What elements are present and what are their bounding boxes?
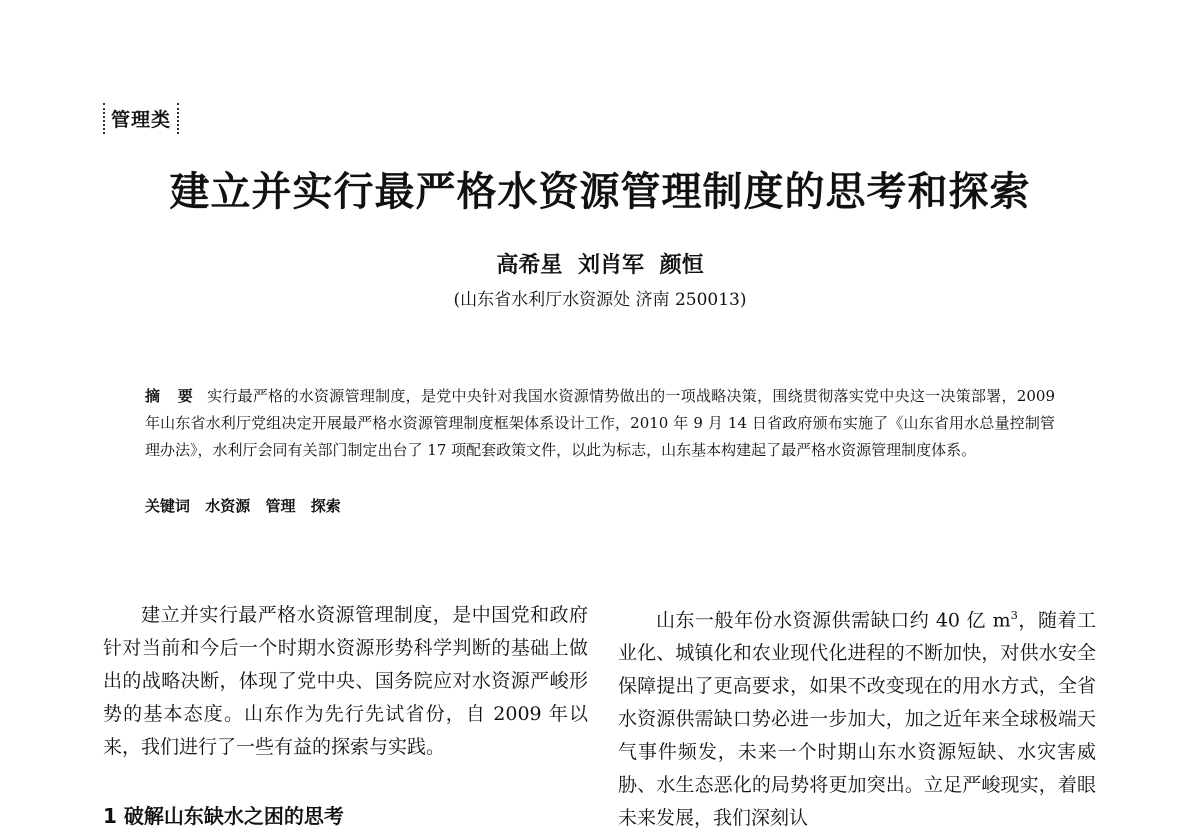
superscript: 3 [1010, 608, 1018, 622]
paper-title: 建立并实行最严格水资源管理制度的思考和探索 [169, 168, 1031, 215]
affiliation: (山东省水利厅水资源处 济南 250013) [453, 290, 747, 310]
keywords-label: 关键词 [145, 497, 191, 515]
body-column-right [618, 599, 1096, 835]
abstract [145, 383, 1055, 464]
paragraph-text: ，随着工业化、城镇化和农业现代化进程的不断加快，对供水安全保障提出了更高要求，如果不改变现在的用水方式，全省水资源供需缺口势必进一步加大，加之近年来全球极端天气事件频发，未来一个时期山东水资源短缺、水灾害威胁、水生态恶化的局势将更加突出。立足严峻现实，着眼未来发展，我们深刻认 [618, 609, 1096, 830]
body-paragraph: 建立并实行最严格水资源管理制度，是中国党和政府针对当前和今后一个时期水资源形势科学判断的基础上做出的战略决断，体现了党中央、国务院应对水资源严峻形势的基本态度。山东作为先行先试省份，自 2009 年以来，我们进行了一些有益的探索与实践。 [103, 604, 588, 758]
keyword-item: 探索 [310, 497, 341, 515]
paragraph-text: 山东一般年份水资源供需缺口约 40 亿 m [656, 609, 1011, 632]
abstract-text: 实行最严格的水资源管理制度，是党中央针对我国水资源情势做出的一项战略决策，围绕贯彻落实党中央这一决策部署，2009 年山东省水利厅党组决定开展最严格水资源管理制度框架体系设计工作，2010 年 9 月 14 日省政府颁布实施了《山东省用水总量控制管理办法》，水利厅会同有关部门制定出台了 17 项配套政策文件，以此为标志，山东基本构建起了最严格水资源管理制度体系。 [145, 387, 1055, 459]
keywords [145, 495, 341, 516]
keyword-item: 管理 [265, 497, 296, 515]
authors: 高希星 刘肖军 颜恒 [496, 253, 704, 278]
abstract-label: 摘 要 [145, 387, 200, 405]
category-tag: 管理类 [103, 103, 179, 134]
body-column-left [103, 599, 588, 764]
body-paragraph [618, 599, 1096, 835]
section-heading: 1 破解山东缺水之困的思考 [103, 804, 344, 828]
keyword-item: 水资源 [205, 497, 251, 515]
